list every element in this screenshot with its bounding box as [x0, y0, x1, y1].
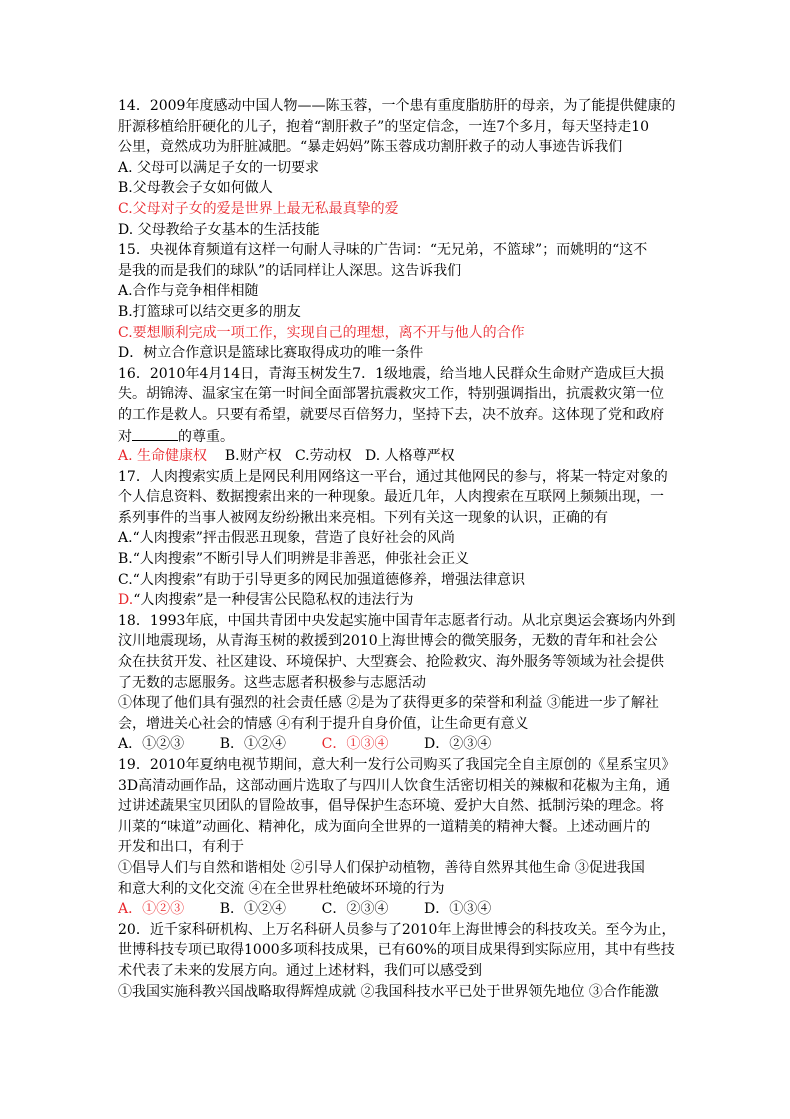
q18-stem-line-1: 18．1993年底，中国共青团中央发起实施中国青年志愿者行动。从北京奥运会赛场内外到: [118, 612, 676, 629]
q19-option-b: B．①②④: [219, 901, 287, 918]
q16-blank-prefix: 对: [118, 428, 132, 445]
q18-option-a: A．①②③: [118, 736, 185, 753]
q19-stem-line-3: 过讲述蔬果宝贝团队的冒险故事，倡导保护生态环境、爱护大自然、抵制污染的理念。将: [118, 798, 664, 815]
q18-options-row: [118, 734, 678, 755]
q16-option-a-answer: A. 生命健康权: [118, 448, 208, 465]
q19-stem-line-4: 川菜的“味道”动画化、精神化，成为面向全世界的一道精美的精神大餐。上述动画片的: [118, 818, 651, 835]
q19-stem-line-2: 3D高清动画作品，这部动画片选取了与四川人饮食生活密切相关的辣椒和花椒为主角，通: [118, 777, 671, 794]
q15-stem-line-1: 15．央视体育频道有这样一句耐人寻味的广告词：“无兄弟，不篮球”；而姚明的“这不: [118, 242, 648, 259]
q17-stem-line-2: 个人信息资料、数据搜索出来的一种现象。最近几年，人肉搜索在互联网上频频出现，一: [118, 489, 664, 506]
q20-stem-line-4: ①我国实施科教兴国战略取得辉煌成就 ②我国科技水平已处于世界领先地位 ③合作能激: [118, 983, 659, 1000]
q19-stem-line-1: 19．2010年夏纳电视节期间，意大利一发行公司购买了我国完全自主原创的《星系宝贝》: [118, 757, 676, 773]
q17-stem-line-3: 系列事件的当事人被网友纷纷揪出来亮相。下列有关这一现象的认识，正确的有: [118, 509, 608, 526]
q19-options-row: [118, 899, 678, 920]
q16-option-c: C.劳动权: [294, 448, 352, 465]
q14-option-b: B.父母教会子女如何做人: [118, 180, 273, 197]
q16-blank-suffix: 的尊重。: [178, 428, 234, 445]
q17-option-c: C.“人肉搜索”有助于引导更多的网民加强道德修养，增强法律意识: [118, 571, 525, 588]
q15-option-a: A.合作与竞争相伴相随: [118, 283, 259, 300]
q18-option-d: D．②③④: [423, 736, 492, 753]
exam-page: [118, 96, 678, 1002]
q14-stem-line-1: 14．2009年度感动中国人物——陈玉蓉，一个患有重度脂肪肝的母亲，为了能提供健康的: [118, 98, 676, 114]
q20-stem-line-1: 20．近千家科研机构、上万名科研人员参与了2010年上海世博会的科技攻关。至今为止，: [118, 921, 676, 938]
q14-option-c-answer: C.父母对子女的爱是世界上最无私最真挚的爱: [118, 200, 399, 217]
q20-stem-line-2: 世博科技专项已取得1000多项科技成果，已有60%的项目成果得到实际应用，其中有些技: [118, 942, 675, 959]
q16-options-row: [118, 446, 678, 467]
q15-option-d: D．树立合作意识是篮球比赛取得成功的唯一条件: [118, 345, 424, 362]
q18-stem-line-2: 汶川地震现场，从青海玉树的救援到2010上海世博会的微笑服务，无数的青年和社会公: [118, 633, 658, 650]
q16-stem-line-1: 16．2010年4月14日，青海玉树发生7．1级地震，给当地人民群众生命财产造成巨大损: [118, 365, 664, 382]
q18-stem-line-6: 会，增进关心社会的情感 ④有利于提升自身价值，让生命更有意义: [118, 715, 529, 732]
q14-option-a: A. 父母可以满足子女的一切要求: [118, 159, 320, 176]
q15-option-b: B.打篮球可以结交更多的朋友: [118, 303, 301, 320]
q18-option-b: B．①②④: [219, 736, 287, 753]
q16-option-d: D. 人格尊严权: [364, 448, 455, 465]
q17-option-d-text: “人肉搜索”是一种侵害公民隐私权的违法行为: [133, 592, 414, 609]
q19-option-a-answer: A．①②③: [118, 901, 185, 918]
q14-stem-line-3: 公里，竟然成功为肝脏减肥。“暴走妈妈”陈玉蓉成功割肝救子的动人事迹告诉我们: [118, 139, 623, 156]
q17-stem-line-1: 17．人肉搜索实质上是网民利用网络这一平台，通过其他网民的参与，将某一特定对象的: [118, 468, 668, 485]
q20-stem-line-3: 术代表了未来的发展方向。通过上述材料，我们可以感受到: [118, 962, 482, 979]
q14-stem-line-2: 肝源移植给肝硬化的儿子，抱着“割肝救子”的坚定信念，一连7个多月，每天坚持走10: [118, 118, 650, 135]
q17-option-d-letter: D.: [118, 592, 134, 609]
q16-fill-blank: [132, 426, 178, 441]
q18-stem-line-4: 了无数的志愿服务。这些志愿者积极参与志愿活动: [118, 674, 426, 691]
q14-option-d: D. 父母教给子女基本的生活技能: [118, 221, 320, 238]
q19-stem-line-7: 和意大利的文化交流 ④在全世界杜绝破坏环境的行为: [118, 880, 445, 897]
q15-stem-line-2: 是我的而是我们的球队”的话同样让人深思。这告诉我们: [118, 262, 462, 279]
q15-option-c-answer: C.要想顺利完成一项工作，实现自己的理想，离不开与他人的合作: [118, 324, 525, 341]
q19-stem-line-5: 开发和出口，有利于: [118, 839, 244, 856]
q19-option-c: C．②③④: [321, 901, 389, 918]
q17-option-a: A.“人肉搜索”抨击假恶丑现象，营造了良好社会的风尚: [118, 530, 455, 547]
q18-option-c-answer: C．①③④: [321, 736, 389, 753]
q19-option-d: D．①③④: [423, 901, 492, 918]
q17-option-d-with-answer-letter: [118, 590, 678, 611]
q16-stem-line-3: 的工作是救人。只要有希望，就要尽百倍努力，坚持下去，决不放弃。这体现了党和政府: [118, 406, 664, 423]
q17-option-b: B.“人肉搜索”不断引导人们明辨是非善恶，伸张社会正义: [118, 551, 470, 568]
q18-stem-line-5: ①体现了他们具有强烈的社会责任感 ②是为了获得更多的荣誉和利益 ③能进一步了解社: [118, 695, 659, 712]
q16-stem-line-2: 失。胡锦涛、温家宝在第一时间全面部署抗震救灾工作，特别强调指出，抗震救灾第一位: [118, 386, 664, 403]
q16-stem-line-4: [118, 426, 678, 447]
q18-stem-line-3: 众在扶贫开发、社区建设、环境保护、大型赛会、抢险救灾、海外服务等领域为社会提供: [118, 654, 664, 671]
q16-option-b: B.财产权: [224, 448, 282, 465]
q19-stem-line-6: ①倡导人们与自然和谐相处 ②引导人们保护动植物，善待自然界其他生命 ③促进我国: [118, 859, 645, 876]
